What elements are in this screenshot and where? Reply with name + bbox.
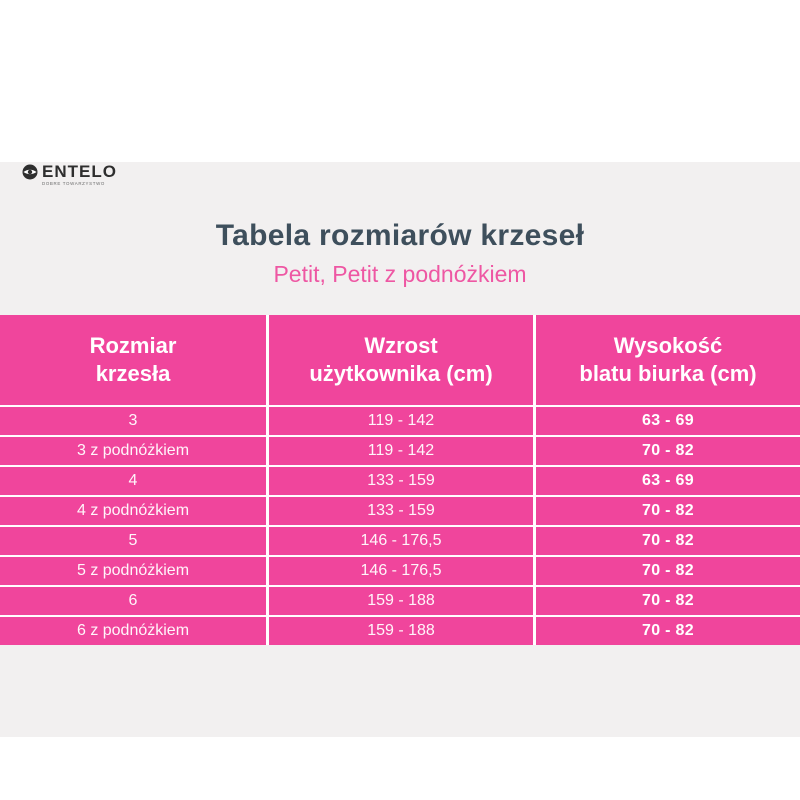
size-table — [0, 315, 800, 645]
page-subtitle: Petit, Petit z podnóżkiem — [273, 261, 527, 287]
table-cell-size: 3 — [0, 407, 266, 435]
column-header-line: krzesła — [95, 361, 171, 386]
column-header-line: użytkownika (cm) — [309, 361, 493, 386]
table-cell-height: 146 - 176,5 — [269, 557, 533, 585]
table-cell-size: 3 z podnóżkiem — [0, 437, 266, 465]
column-header-line: Rozmiar — [89, 333, 177, 358]
table-cell-desk: 70 - 82 — [536, 437, 800, 465]
table-cell-height: 146 - 176,5 — [269, 527, 533, 555]
column-header-line: Wysokość — [613, 333, 723, 358]
table-cell-size: 6 z podnóżkiem — [0, 617, 266, 645]
table-cell-desk: 70 - 82 — [536, 587, 800, 615]
table-cell-size: 5 z podnóżkiem — [0, 557, 266, 585]
column-header-chair-size — [0, 315, 266, 405]
table-cell-height: 119 - 142 — [269, 437, 533, 465]
column-header-user-height — [269, 315, 533, 405]
table-cell-size: 5 — [0, 527, 266, 555]
table-cell-height: 119 - 142 — [269, 407, 533, 435]
table-cell-desk: 70 - 82 — [536, 557, 800, 585]
table-cell-height: 159 - 188 — [269, 587, 533, 615]
page-title: Tabela rozmiarów krzeseł — [215, 219, 585, 252]
column-header-line: blatu biurka (cm) — [579, 361, 757, 386]
entelo-logo — [22, 163, 156, 190]
table-cell-height: 159 - 188 — [269, 617, 533, 645]
table-cell-desk: 70 - 82 — [536, 617, 800, 645]
column-header-desk-height — [536, 315, 800, 405]
table-cell-height: 133 - 159 — [269, 467, 533, 495]
entelo-logo-icon — [22, 164, 38, 185]
table-cell-desk: 70 - 82 — [536, 497, 800, 525]
logo-tagline: DOBRE TOWARZYSTWO — [42, 181, 105, 186]
table-cell-desk: 63 - 69 — [536, 407, 800, 435]
logo-brand-text: ENTELO — [42, 162, 117, 181]
table-cell-size: 4 — [0, 467, 266, 495]
table-cell-desk: 70 - 82 — [536, 527, 800, 555]
table-cell-size: 6 — [0, 587, 266, 615]
table-cell-size: 4 z podnóżkiem — [0, 497, 266, 525]
table-cell-height: 133 - 159 — [269, 497, 533, 525]
column-header-line: Wzrost — [364, 333, 438, 358]
table-cell-desk: 63 - 69 — [536, 467, 800, 495]
